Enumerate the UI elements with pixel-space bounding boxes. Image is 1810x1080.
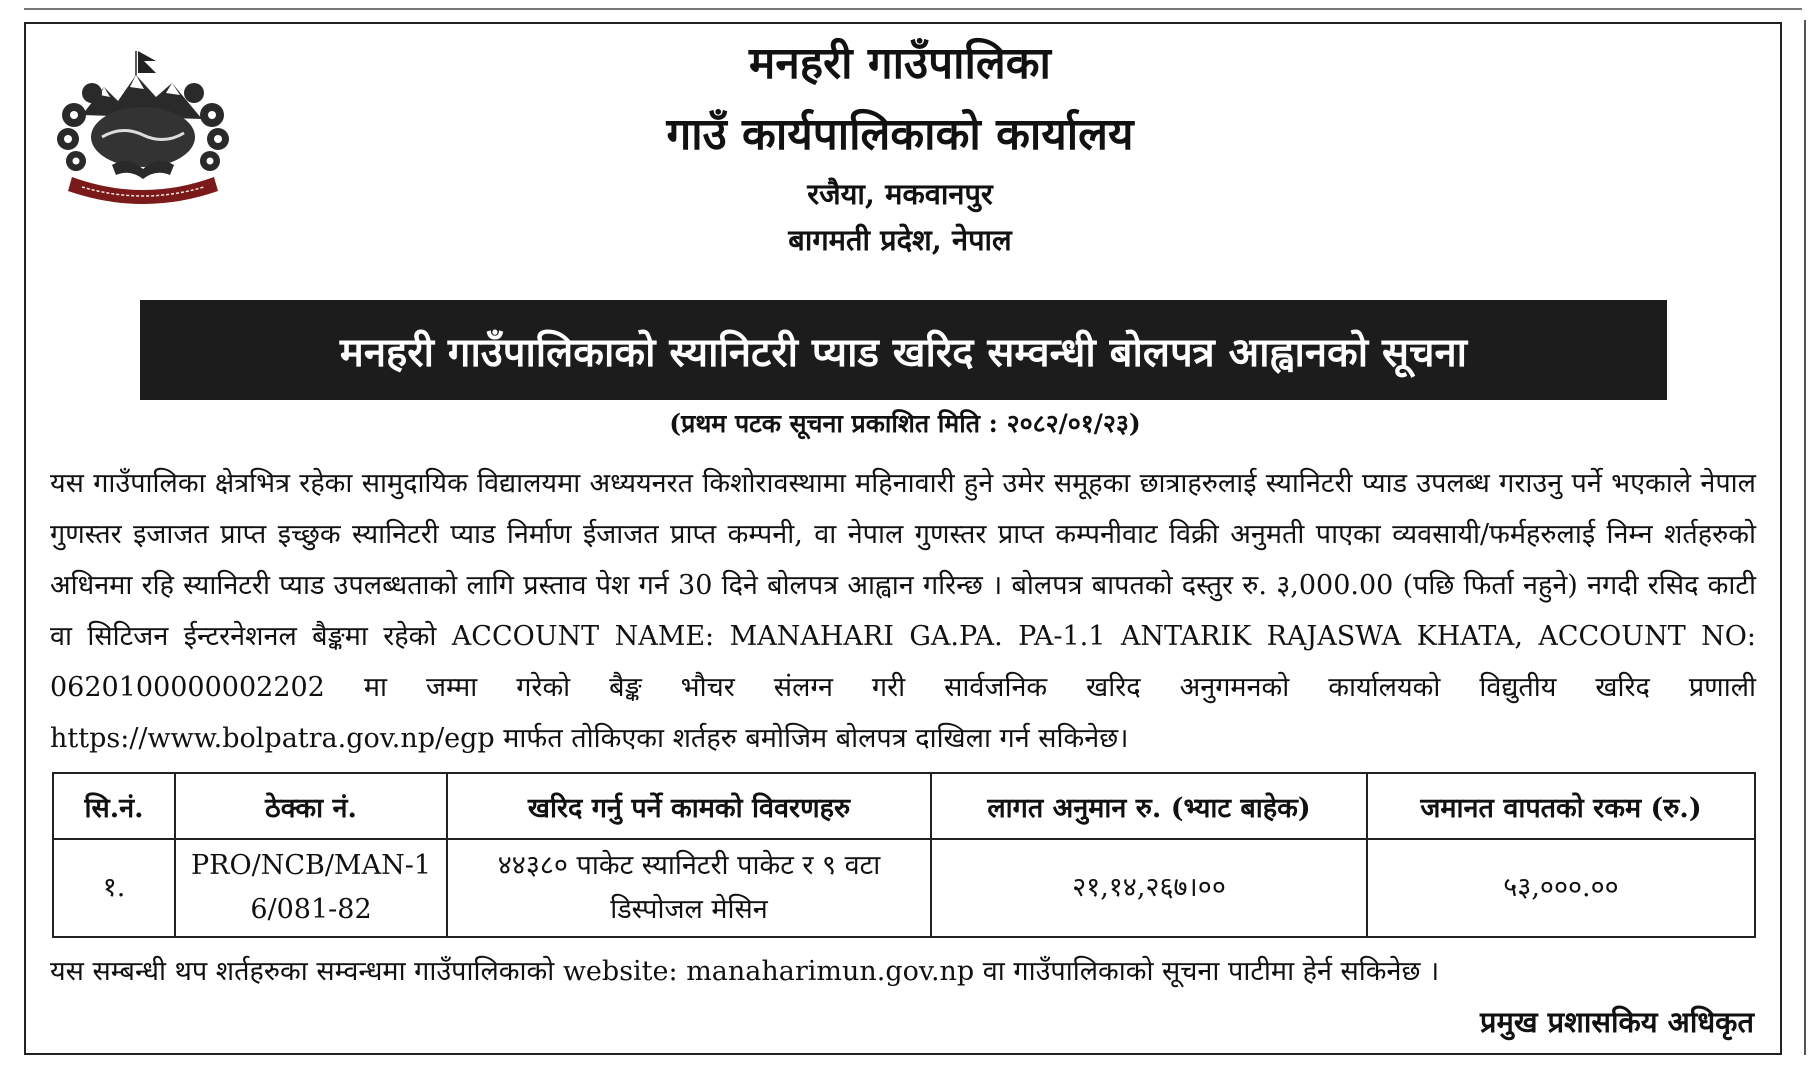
- signatory-title: प्रमुख प्रशासकिय अधिकृत: [1479, 1005, 1754, 1039]
- cell-estimate: २१,१४,२६७।००: [931, 839, 1367, 937]
- nepal-government-emblem-icon: [52, 45, 234, 205]
- publication-date: (प्रथम पटक सूचना प्रकाशित मिति : २०८२/०१/२३): [669, 409, 1141, 438]
- cell-contract-no: PRO/NCB/MAN-16/081-82: [175, 839, 447, 937]
- office-name: गाउँ कार्यपालिकाको कार्यालय: [666, 109, 1134, 160]
- col-header-contract-no: ठेक्का नं.: [175, 773, 447, 839]
- table-header-row: [53, 773, 1755, 839]
- footer-note: यस सम्बन्धी थप शर्तहरुका सम्वन्धमा गाउँपालिकाको website: manaharimun.gov.np वा गाउँपालिकाको सूचना पाटीमा हेर्न सकिनेछ ।: [50, 956, 1440, 987]
- tender-table: [52, 772, 1756, 938]
- cell-security: ५३,०००.००: [1367, 839, 1755, 937]
- col-header-sn: सि.नं.: [53, 773, 175, 839]
- notice-body: यस गाउँपालिका क्षेत्रभित्र रहेका सामुदायिक विद्यालयमा अध्ययनरत किशोरावस्थामा महिनावारी हुने उमेर समूहका छात्राहरुलाई स्यानिटरी प्याड उपलब्ध गराउनु पर्ने भएकाले नेपाल गुणस्तर इजाजत प्राप्त इच्छुक स्यानिटरी प्याड निर्माण ईजाजत प्राप्त कम्पनी, वा नेपाल गुणस्तर प्राप्त कम्पनीवाट विक्री अनुमती पाएका व्यवसायी/फर्महरुलाई निम्न शर्तहरुको अधिनमा रहि स्यानिटरी प्याड उपलब्धताको लागि प्रस्ताव पेश गर्न 30 दिने बोलपत्र आह्वान गरिन्छ । बोलपत्र बापतको दस्तुर रु. ३,000.00 (पछि फिर्ता नहुने) नगदी रसिद काटी वा सिटिजन ईन्टरनेशनल बैङ्कमा रहेको ACCOUNT NAME: MANAHARI GA.PA. PA-1.1 ANTARIK RAJASWA KHATA, ACCOUNT NO: 0620100000002202 मा जम्मा गरेको बैङ्क भौचर संलग्न गरी सार्वजनिक खरिद अनुगमनको कार्यालयको विद्युतीय खरिद प्रणाली https://www.bolpatra.gov.np/egp मार्फत तोकिएका शर्तहरु बमोजिम बोलपत्र दाखिला गर्न सकिनेछ।: [50, 468, 1756, 754]
- col-header-estimate: लागत अनुमान रु. (भ्याट बाहेक): [931, 773, 1367, 839]
- notice-header: [400, 38, 1400, 258]
- notice-title: मनहरी गाउँपालिकाको स्यानिटरी प्याड खरिद सम्वन्धी बोलपत्र आह्वानको सूचना: [339, 328, 1468, 376]
- right-edge-rule: [1804, 20, 1806, 1055]
- cell-description: ४४३८० पाकेट स्यानिटरी पाकेट र ९ वटा डिस्पोजल मेसिन: [447, 839, 931, 937]
- municipality-name: मनहरी गाउँपालिका: [749, 38, 1051, 89]
- top-rule: [24, 8, 1802, 10]
- col-header-security: जमानत वापतको रकम (रु.): [1367, 773, 1755, 839]
- cell-sn: १.: [53, 839, 175, 937]
- notice-title-bar: [140, 300, 1667, 400]
- col-header-description: खरिद गर्नु पर्ने कामको विवरणहरु: [447, 773, 931, 839]
- office-province: बागमती प्रदेश, नेपाल: [788, 223, 1012, 257]
- table-row: [53, 839, 1755, 937]
- office-address: रजैया, मकवानपुर: [807, 177, 993, 211]
